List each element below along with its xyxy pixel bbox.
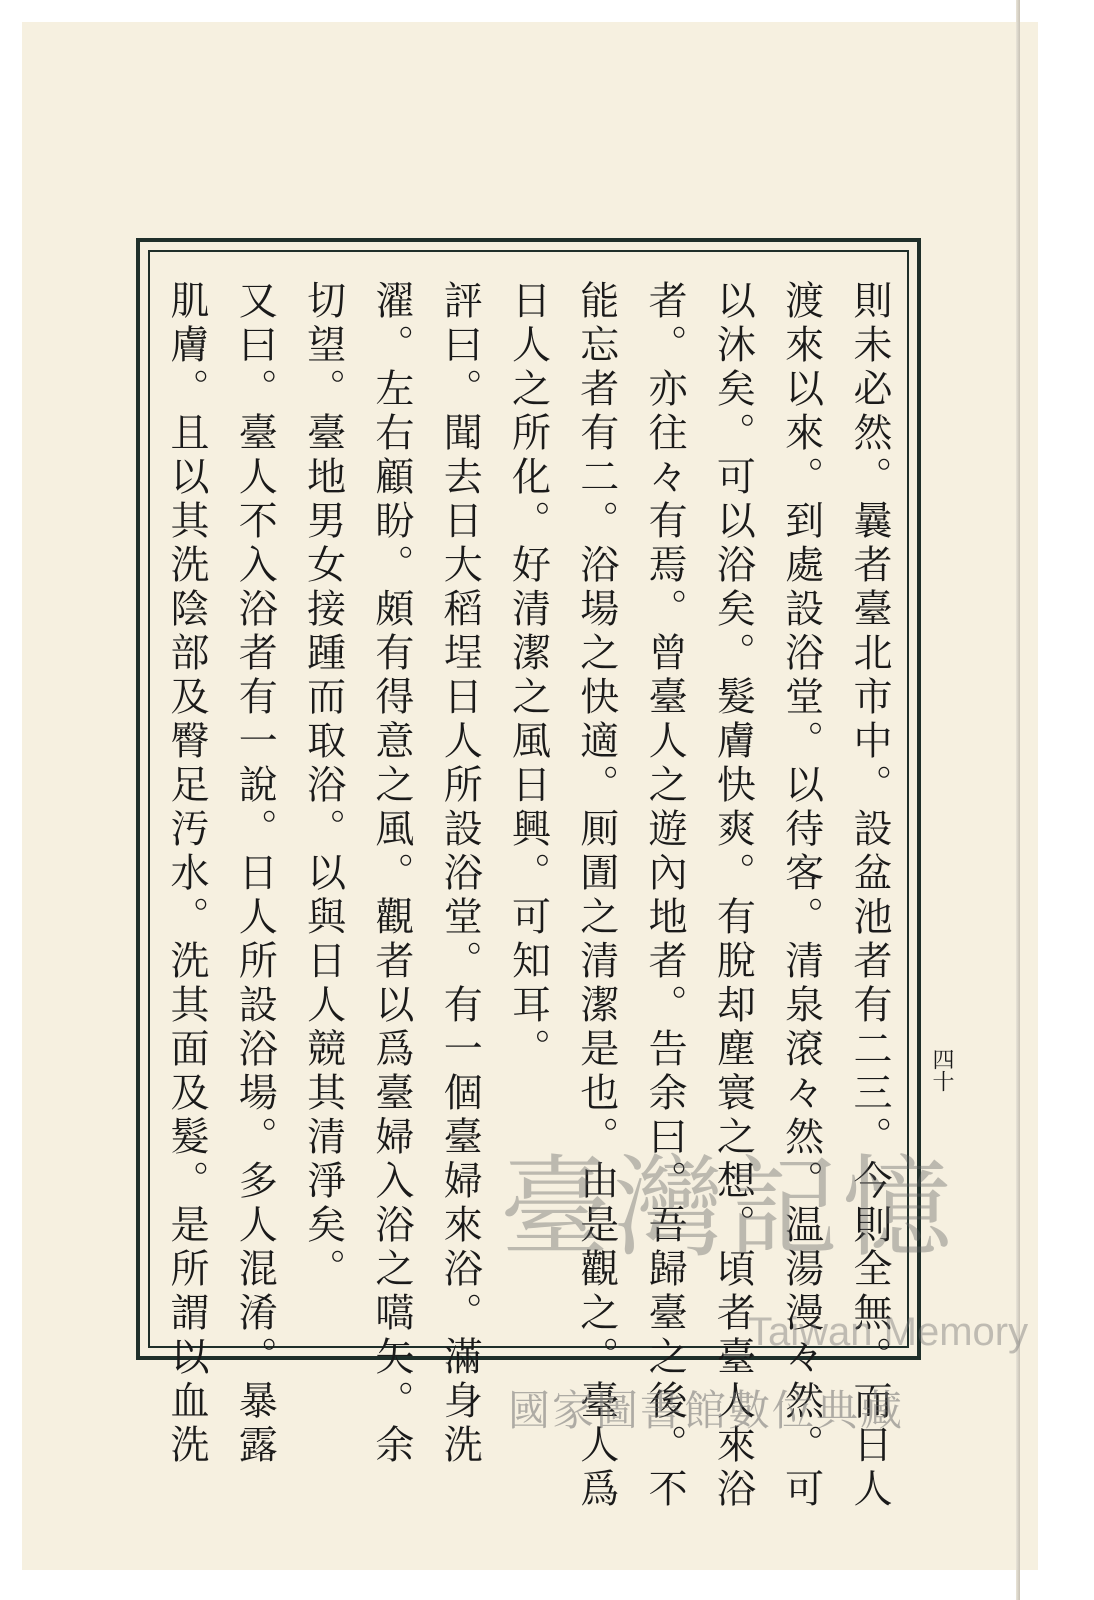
watermark-english: Taiwan Memory <box>748 1310 1029 1354</box>
text-column-6: 日人之所化。好清潔之風日興。可知耳。 <box>505 280 551 1072</box>
page-edge <box>1016 0 1020 1600</box>
text-column-7: 評曰。聞去日大稻埕日人所設浴堂。有一個臺婦來浴。滿身洗 <box>437 280 483 1468</box>
text-column-2: 渡來以來。到處設浴堂。以待客。清泉滾々然。温湯漫々然。可 <box>778 280 824 1512</box>
text-column-10: 又曰。臺人不入浴者有一說。日人所設浴場。多人混淆。暴露 <box>232 280 278 1468</box>
page-number: 四十 <box>929 1048 954 1092</box>
text-column-1: 則未必然。曩者臺北市中。設盆池者有二三。今則全無。而日人 <box>846 280 892 1512</box>
text-column-8: 濯。左右顧盼。頗有得意之風。觀者以爲臺婦入浴之嚆矢。余 <box>368 280 414 1468</box>
watermark-title: 臺灣記憶 <box>500 1144 956 1272</box>
watermark-subtitle: 國家圖書館數位典藏 <box>508 1387 905 1434</box>
text-column-9: 切望。臺地男女接踵而取浴。以與日人競其清淨矣。 <box>300 280 346 1292</box>
text-column-11: 肌膚。且以其洗陰部及臀足汚水。洗其面及髮。是所謂以血洗 <box>164 280 209 1468</box>
text-column-5: 能忘者有二。浴場之快適。厠圊之清潔是也。由是觀之。臺人爲 <box>573 280 619 1512</box>
text-column-3: 以沐矣。可以浴矣。髮膚快爽。有脫却塵寰之想。頃者臺人來浴 <box>710 280 756 1512</box>
text-column-4: 者。亦往々有焉。曾臺人之遊內地者。告余曰。吾歸臺之後。不 <box>642 280 688 1512</box>
